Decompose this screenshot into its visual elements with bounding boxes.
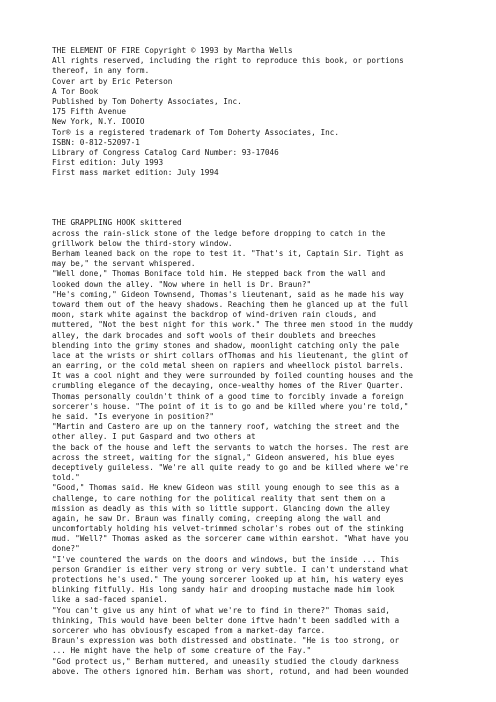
story-line: person Grandier is either very strong or very subtle. I can't understand what (52, 564, 409, 574)
copyright-line: First edition: July 1993 (52, 158, 164, 168)
story-line: Braun's expression was both distressed and obstinate. "He is too strong, or (52, 636, 400, 646)
story-line: "Martin and Castero are up on the tannery roof, watching the street and the (52, 422, 400, 432)
copyright-line: Published by Tom Doherty Associates, Inc. (52, 96, 242, 106)
story-line: moon, stark white against the backdrop of wind-driven rain clouds, and (52, 310, 376, 320)
story-line: blending into the grimy stones and shadow, moonlight catching only the pale (52, 340, 400, 350)
story-line: alley, the dark brocades and soft wools of their doublets and breeches (52, 330, 376, 340)
copyright-line: thereof, in any form. (52, 66, 150, 76)
copyright-line: ISBN: 0-812-52097-1 (52, 137, 140, 147)
story-line: done?" (52, 544, 80, 554)
story-line: ... He might have the help of some creature of the Fay." (52, 646, 312, 656)
story-block (52, 218, 472, 676)
story-line: looked down the alley. "Now where in hell is Dr. Braun?" (52, 279, 312, 289)
story-line: mud. "Well?" Thomas asked as the sorcerer came within earshot. "What have you (52, 534, 409, 544)
story-line: across the street, waiting for the signal," Gideon answered, his blue eyes (52, 452, 395, 462)
copyright-block (52, 46, 472, 178)
document-page (52, 46, 472, 677)
story-line: Thomas personally couldn't think of a good time to forcibly invade a foreign (52, 391, 404, 401)
story-line: toward them out of the heavy shadows. Reaching them he glanced up at the full (52, 299, 409, 309)
story-line: It was a cool night and they were surrounded by foiled counting houses and the (52, 371, 414, 381)
story-line: may be," the servant whispered. (52, 259, 196, 269)
story-line: "He's coming," Gideon Townsend, Thomas's lieutenant, said as he made his way (52, 289, 404, 299)
story-line: other alley. I put Gaspard and two others at (52, 432, 256, 442)
story-line: Berham leaned back on the rope to test it. "That's it, Captain Sir. Tight as (52, 249, 404, 258)
story-line: muttered, "Not the best night for this work." The three men stood in the muddy (52, 320, 414, 330)
copyright-line: All rights reserved, including the right to reproduce this book, or portions (52, 56, 404, 66)
story-line: "You can't give us any hint of what we're to find in there?" Thomas said, (52, 605, 390, 615)
story-line: THE GRAPPLING HOOK skittered (52, 218, 182, 228)
story-line: blinking fitfully. His long sandy hair and drooping mustache made him look (52, 585, 395, 595)
story-line: "Well done," Thomas Boniface told him. He stepped back from the wall and (52, 269, 386, 279)
story-line: like a sad-faced spaniel. (52, 595, 168, 605)
story-line: he said. "Is everyone in position?" (52, 412, 214, 421)
story-line: grillwork below the third-story window. (52, 238, 233, 248)
copyright-line: New York, N.Y. IOOIO (52, 117, 145, 127)
copyright-line: Library of Congress Catalog Card Number: 93-17046 (52, 147, 279, 157)
story-line: "I've countered the wards on the doors and windows, but the inside ... This (52, 554, 400, 564)
story-line: an earring, or the cold metal sheen on rapiers and wheellock pistol barrels. (52, 361, 404, 371)
story-line: uncomfortably holding his velvet-trimmed scholar's robes out of the stinking (52, 524, 404, 534)
story-line: told." (52, 473, 80, 483)
copyright-line: 175 Fifth Avenue (52, 107, 127, 117)
story-line: "Good," Thomas said. He knew Gideon was still young enough to see this as a (52, 483, 400, 493)
story-line: deceptively guileless. "We're all quite ready to go and be killed where we're (52, 462, 409, 472)
copyright-line: Tor® is a registered trademark of Tom Doherty Associates, Inc. (52, 127, 339, 137)
section-gap (52, 178, 472, 218)
story-line: crumbling elegance of the decaying, once-wealthy homes of the River Quarter. (52, 381, 404, 391)
copyright-line: THE ELEMENT OF FIRE Copyright © 1993 by Martha Wells (52, 46, 293, 55)
story-line: protections he's used." The young sorcerer looked up at him, his watery eyes (52, 575, 404, 584)
story-line: across the rain-slick stone of the ledge before dropping to catch in the (52, 228, 386, 238)
story-line: above. The others ignored him. Berham was short, rotund, and had been wounded (52, 666, 409, 676)
story-line: "God protect us," Berham muttered, and uneasily studied the cloudy darkness (52, 656, 400, 666)
copyright-line: First mass market edition: July 1994 (52, 168, 219, 178)
copyright-line: A Tor Book (52, 86, 99, 96)
story-line: the back of the house and left the servants to watch the horses. The rest are (52, 442, 409, 452)
story-line: lace at the wrists or shirt collars ofThomas and his lieutenant, the glint of (52, 350, 409, 360)
story-line: thinking, This would have been belter done iftve hadn't been saddled with a (52, 615, 400, 625)
story-line: again, he saw Dr. Braun was finally coming, creeping along the wall and (52, 513, 381, 523)
story-line: sorcerer's house. "The point of it is to go and be killed where you're told," (52, 401, 409, 411)
story-line: challenge, to care nothing for the political reality that sent them on a (52, 493, 386, 503)
story-line: sorcerer who has obviousfy escaped from a market-day farce. (52, 625, 326, 635)
story-line: mission as deadly as this with so little support. Glancing down the alley (52, 503, 390, 513)
copyright-line: Cover art by Eric Peterson (52, 76, 173, 86)
